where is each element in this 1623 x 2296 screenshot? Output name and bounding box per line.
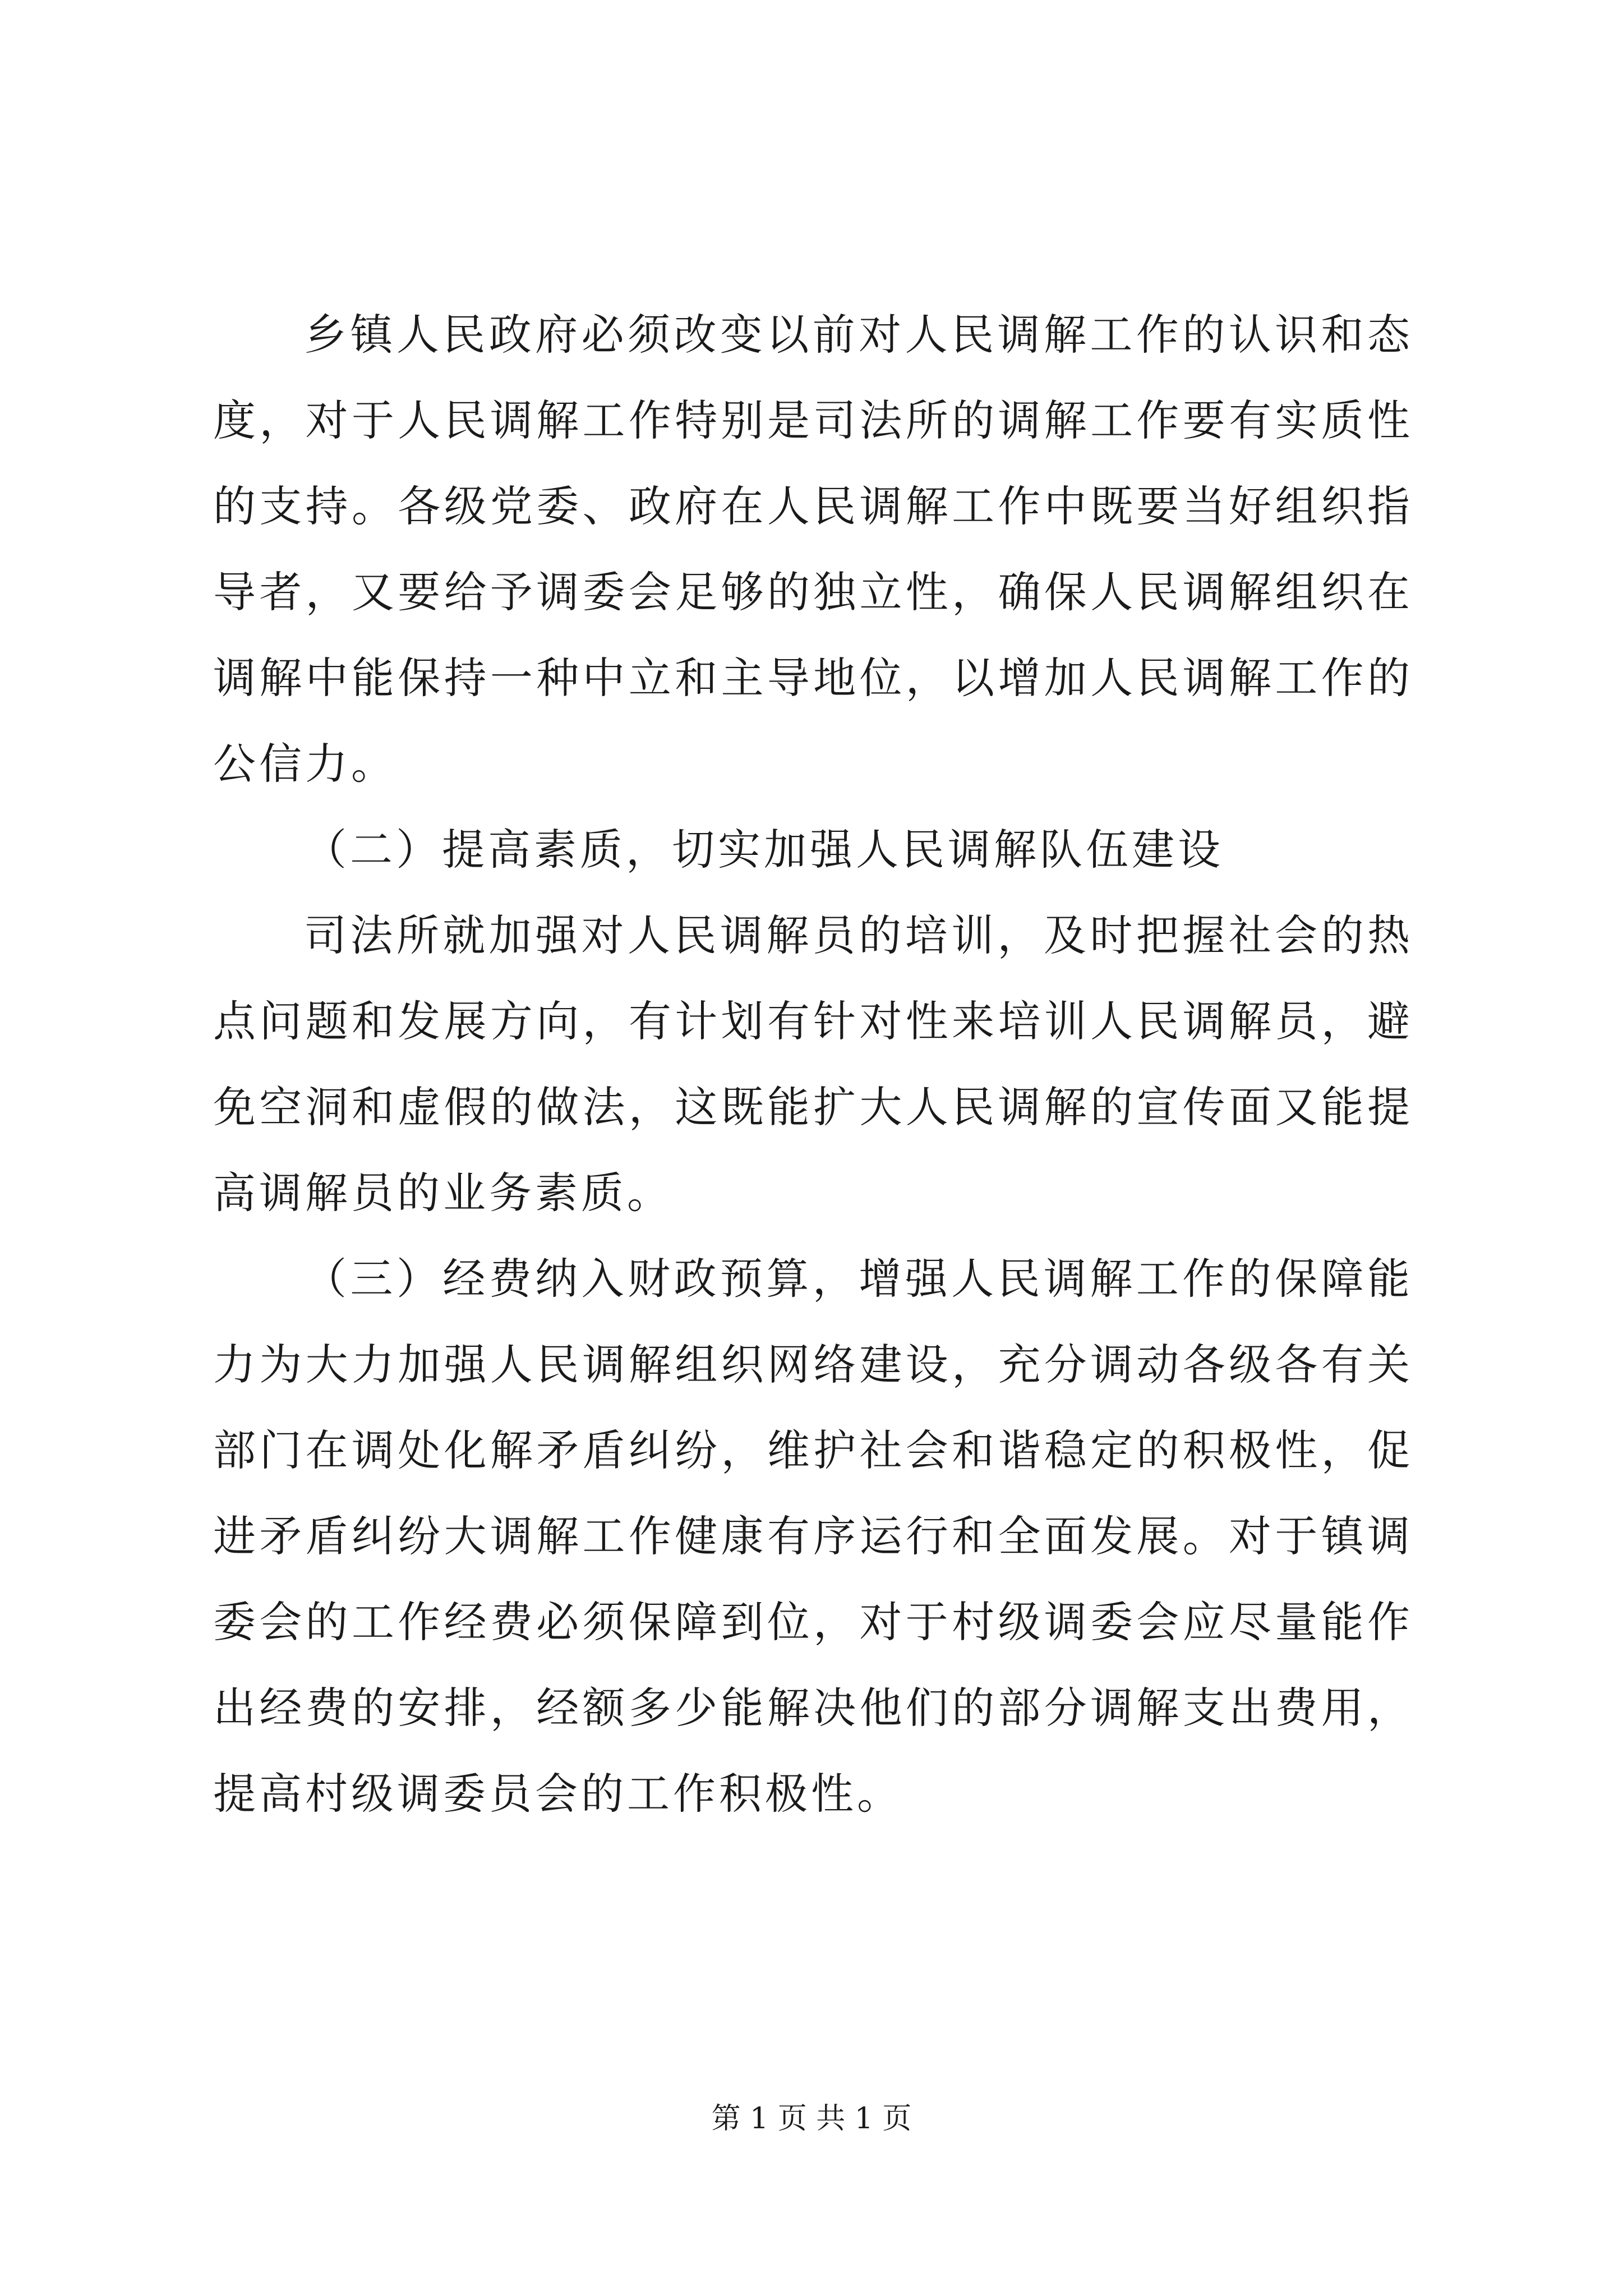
document-body — [213, 292, 1413, 1837]
paragraph-1: 乡镇人民政府必须改变以前对人民调解工作的认识和态度，对于人民调解工作特别是司法所的调解工作要有实质性的支持。各级党委、政府在人民调解工作中既要当好组织指导者，又要给予调委会足够的独立性，确保人民调解组织在调解中能保持一种中立和主导地位，以增加人民调解工作的公信力。 — [213, 310, 1413, 789]
section-heading-2: （二）提高素质，切实加强人民调解队伍建设 — [304, 825, 1224, 875]
paragraph-2: 司法所就加强对人民调解员的培训，及时把握社会的热点问题和发展方向，有计划有针对性来培训人民调解员，避免空洞和虚假的做法，这既能扩大人民调解的宣传面又能提高调解员的业务素质。 — [213, 910, 1413, 1218]
section-heading-3-paragraph: （三）经费纳入财政预算，增强人民调解工作的保障能力为大力加强人民调解组织网络建设，充分调动各级各有关部门在调处化解矛盾纠纷，维护社会和谐稳定的积极性，促进矛盾纠纷大调解工作健康有序运行和全面发展。对于镇调委会的工作经费必须保障到位，对于村级调委会应尽量能作出经费的安排，经额多少能解决他们的部分调解支出费用，提高村级调委员会的工作积极性。 — [213, 1254, 1413, 1819]
page-number-footer: 第 1 页 共 1 页 — [711, 2102, 912, 2136]
